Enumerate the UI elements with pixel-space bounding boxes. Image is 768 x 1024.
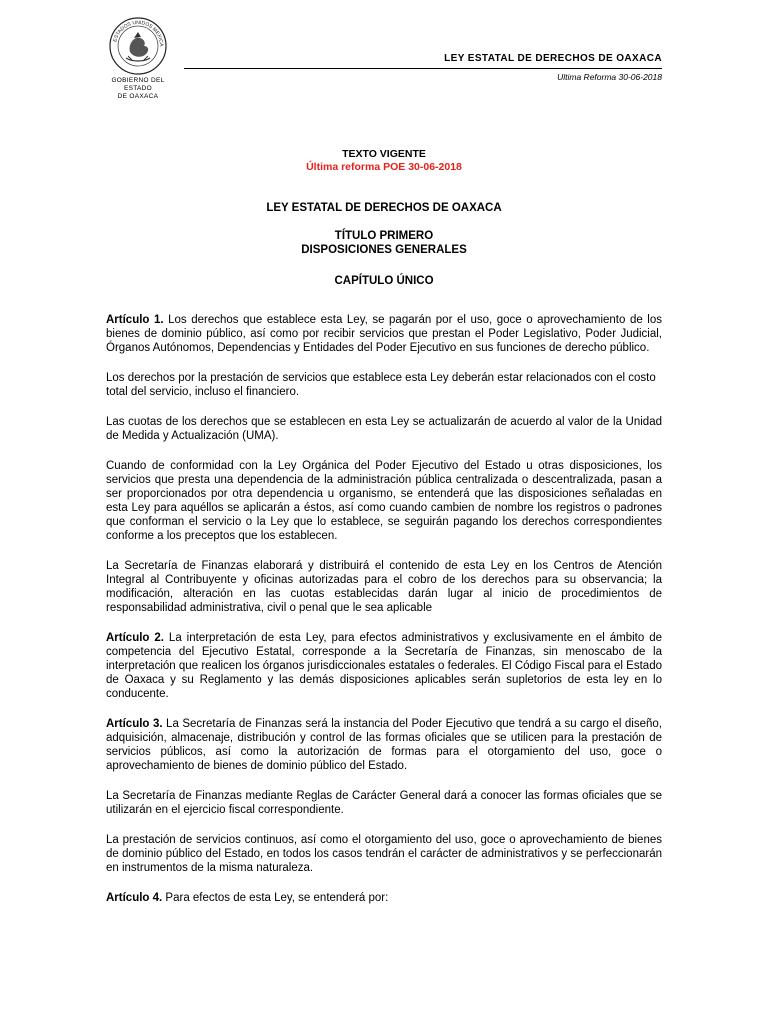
- seal-caption-line2: DE OAXACA: [117, 93, 159, 100]
- coat-of-arms-icon: [108, 16, 168, 76]
- header-divider: [184, 68, 662, 69]
- paragraph: La Secretaría de Finanzas mediante Reglas de Carácter General dará a conocer las formas oficiales que se utilizarán en el ejercicio fiscal correspondiente.: [106, 790, 662, 816]
- texto-vigente-label: TEXTO VIGENTE: [342, 148, 426, 160]
- paragraph: Artículo 1. Los derechos que establece esta Ley, se pagarán por el uso, goce o aprovechamiento de los bienes de dominio público, así como por recibir servicios que prestan el Poder Legislativo, Poder Judicial, Órganos Autónomos, Dependencias y Entidades del Poder Ejecutivo en sus funciones de derecho público.: [106, 314, 662, 354]
- article-label: Artículo 2.: [106, 632, 164, 644]
- state-seal: [100, 16, 176, 101]
- paragraph: Los derechos por la prestación de servicios que establece esta Ley deberán estar relacionados con el costo total del servicio, incluso el financiero.: [106, 372, 656, 398]
- title-heading: [0, 229, 768, 257]
- seal-ring-text: ESTADOS UNIDOS MEXICA: [112, 19, 165, 47]
- article-label: Artículo 3.: [106, 718, 163, 730]
- paragraph: La prestación de servicios continuos, así como el otorgamiento del uso, goce o aprovechamiento de bienes de dominio público del Estado, en todos los casos tendrán el carácter de administrativos y se perfeccionarán en instrumentos de la misma naturaleza.: [106, 834, 662, 874]
- paragraph: Cuando de conformidad con la Ley Orgánica del Poder Ejecutivo del Estado u otras disposiciones, los servicios que presta una dependencia de la administración pública centralizada o descentralizada, pasan a ser proporcionados por otra dependencia u organismo, se entenderá que las disposiciones señaladas en esta Ley para aquéllos se aplicarán a éstos, así como cuando cambien de nombre los registros o padrones que conforman el servicio o la Ley que lo establece, se seguirán pagando los derechos correspondientes conforme a los preceptos que los establecen.: [106, 460, 662, 542]
- law-title: LEY ESTATAL DE DERECHOS DE OAXACA: [266, 202, 502, 214]
- paragraph: Las cuotas de los derechos que se establecen en esta Ley se actualizarán de acuerdo al valor de la Unidad de Medida y Actualización (UMA).: [106, 416, 662, 442]
- status-block: [0, 148, 768, 174]
- document-header-title: LEY ESTATAL DE DERECHOS DE OAXACA: [444, 53, 662, 64]
- paragraph: Artículo 4. Para efectos de esta Ley, se entenderá por:: [106, 892, 389, 904]
- article-label: Artículo 4.: [106, 892, 163, 904]
- reform-date: Ultima Reforma 30-06-2018: [557, 72, 662, 82]
- seal-caption: [100, 77, 176, 101]
- article-label: Artículo 1.: [106, 314, 164, 326]
- paragraph: Artículo 3. La Secretaría de Finanzas será la instancia del Poder Ejecutivo que tendrá a su cargo el diseño, adquisición, almacenaje, distribución y control de las formas oficiales que se utilicen para la prestación de servicios públicos, así como la autorización de formas para el otorgamiento del uso, goce o aprovechamiento de bienes de dominio público del Estado.: [106, 718, 662, 772]
- titulo-primero: TÍTULO PRIMERO: [334, 230, 434, 242]
- paragraph: Artículo 2. La interpretación de esta Ley, para efectos administrativos y exclusivamente en el ámbito de competencia del Ejecutivo Estatal, corresponde a la Secretaría de Finanzas, sin menoscabo de la interpretación que realicen los órganos jurisdiccionales estatales o federales. El Código Fiscal para el Estado de Oaxaca y su Reglamento y las demás disposiciones aplicables serán supletorios de esta ley en lo conducente.: [106, 632, 662, 700]
- disposiciones-generales: DISPOSICIONES GENERALES: [301, 244, 467, 256]
- seal-caption-line1: GOBIERNO DEL ESTADO: [111, 77, 165, 92]
- paragraph: La Secretaría de Finanzas elaborará y distribuirá el contenido de esta Ley en los Centros de Atención Integral al Contribuyente y oficinas autorizadas para el cobro de los derechos para su observancia; la modificación, alteración en las cuotas establecidas darán lugar al inicio de procedimientos de responsabilidad administrativa, civil o penal que le sea aplicable: [106, 560, 662, 614]
- document-body: [106, 313, 662, 921]
- chapter-heading: CAPÍTULO ÚNICO: [334, 275, 434, 287]
- ultima-reforma-label: Última reforma POE 30-06-2018: [306, 161, 462, 173]
